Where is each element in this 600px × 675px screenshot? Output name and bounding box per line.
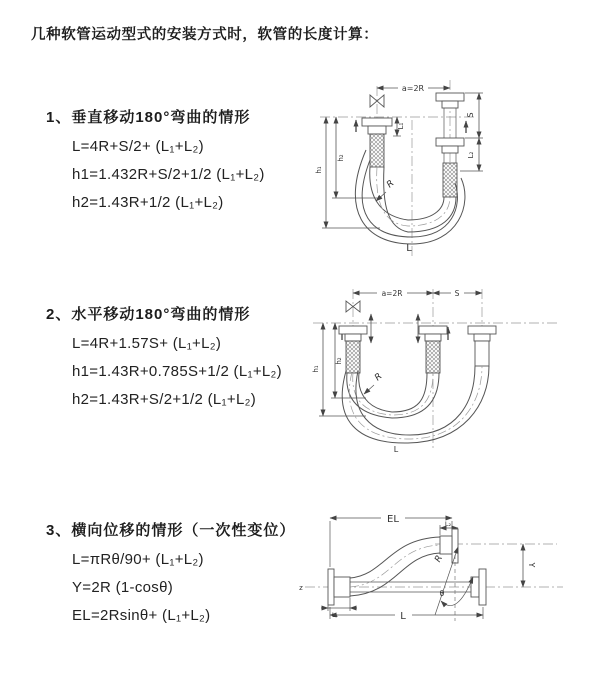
theta-label: θ bbox=[439, 589, 445, 598]
hose-upper-wall bbox=[350, 537, 440, 578]
dim-h1-label: h₁ bbox=[312, 365, 320, 373]
horizontal-180-bend-diagram bbox=[308, 281, 593, 453]
section-horizontal-movement bbox=[46, 303, 282, 408]
left-fitting bbox=[334, 577, 350, 597]
length-label: L bbox=[400, 611, 406, 622]
dim-el-label: EL bbox=[387, 514, 399, 525]
formula-L: L=4R+S/2+ (L₁+L₂) bbox=[72, 138, 204, 155]
formula-L: L=4R+1.57S+ (L₁+L₂) bbox=[72, 335, 222, 352]
formula-EL: EL=2Rsinθ+ (L₁+L₂) bbox=[72, 607, 211, 624]
right-hose-sleeve bbox=[475, 341, 489, 366]
dim-l2-label: L₂ bbox=[444, 520, 452, 528]
formula-Y: Y=2R (1-cosθ) bbox=[72, 579, 174, 596]
formula-h2: h2=1.43R+1/2 (L₁+L₂) bbox=[72, 194, 224, 211]
middle-flange bbox=[419, 326, 447, 334]
dim-h2-label: h₂ bbox=[337, 154, 345, 162]
middle-braided-hose bbox=[426, 341, 440, 373]
left-braided-hose bbox=[346, 341, 360, 373]
section-vertical-movement bbox=[46, 106, 265, 211]
radius-label: R bbox=[433, 553, 446, 565]
formula-h1: h1=1.432R+S/2+1/2 (L₁+L₂) bbox=[72, 166, 265, 183]
left-braided-hose bbox=[370, 134, 384, 167]
axis-label: z bbox=[299, 584, 303, 592]
dim-l1-label: L₁ bbox=[397, 122, 405, 130]
hose-inner-wall bbox=[370, 167, 444, 220]
dim-a2r-label: a=2R bbox=[381, 289, 403, 298]
left-flange-neck bbox=[368, 126, 386, 134]
left-flange bbox=[328, 569, 334, 605]
lateral-displacement-diagram bbox=[295, 503, 600, 643]
radius-label: R bbox=[385, 178, 397, 191]
right-top-flange-neck bbox=[442, 101, 458, 108]
hose-centerline bbox=[350, 545, 440, 587]
right-flange-neck bbox=[474, 334, 490, 341]
section-2-heading: 2、水平移动180°弯曲的情形 bbox=[46, 306, 251, 323]
angle-arc bbox=[441, 577, 473, 606]
dim-h2-label: h₂ bbox=[335, 357, 343, 365]
dim-s-label: S bbox=[454, 289, 460, 298]
left-flange bbox=[362, 118, 392, 126]
right-flange bbox=[479, 569, 486, 605]
left-flange bbox=[339, 326, 367, 334]
hose-centerline bbox=[377, 167, 450, 226]
right-fitting bbox=[471, 577, 479, 597]
hose-pos1-centerline bbox=[353, 373, 433, 415]
dim-a2r-label: a=2R bbox=[401, 84, 425, 93]
middle-flange-neck bbox=[425, 334, 441, 341]
right-flange bbox=[468, 326, 496, 334]
section-1-heading: 1、垂直移动180°弯曲的情形 bbox=[46, 109, 251, 126]
dim-h1-label: h₁ bbox=[315, 166, 323, 174]
right-top-flange bbox=[436, 93, 464, 101]
formula-h1: h1=1.43R+0.785S+1/2 (L₁+L₂) bbox=[72, 363, 282, 380]
radius-label: R bbox=[373, 371, 385, 384]
length-label: L bbox=[406, 243, 412, 254]
hose-pos1-inner bbox=[359, 373, 427, 412]
right-lower-flange bbox=[436, 138, 464, 146]
dim-y-label: Y bbox=[527, 562, 536, 568]
right-braided-hose bbox=[443, 163, 457, 197]
left-flange-neck bbox=[345, 334, 361, 341]
length-label: L bbox=[393, 445, 399, 453]
vertical-180-bend-diagram bbox=[312, 70, 592, 265]
upper-fitting bbox=[440, 536, 452, 554]
formula-h2: h2=1.43R+S/2+1/2 (L₁+L₂) bbox=[72, 391, 257, 408]
section-lateral-displacement bbox=[46, 519, 295, 624]
right-lower-flange-neck bbox=[442, 146, 458, 153]
dim-l2-label: L₂ bbox=[467, 151, 475, 159]
page-title: 几种软管运动型式的安装方式时，软管的长度计算： bbox=[31, 27, 379, 43]
formula-L: L=πRθ/90+ (L₁+L₂) bbox=[72, 551, 204, 568]
dim-s-label: S bbox=[466, 112, 475, 118]
dim-l1-label: L₁ bbox=[331, 611, 339, 619]
section-3-heading: 3、横向位移的情形（一次性变位） bbox=[46, 522, 296, 539]
